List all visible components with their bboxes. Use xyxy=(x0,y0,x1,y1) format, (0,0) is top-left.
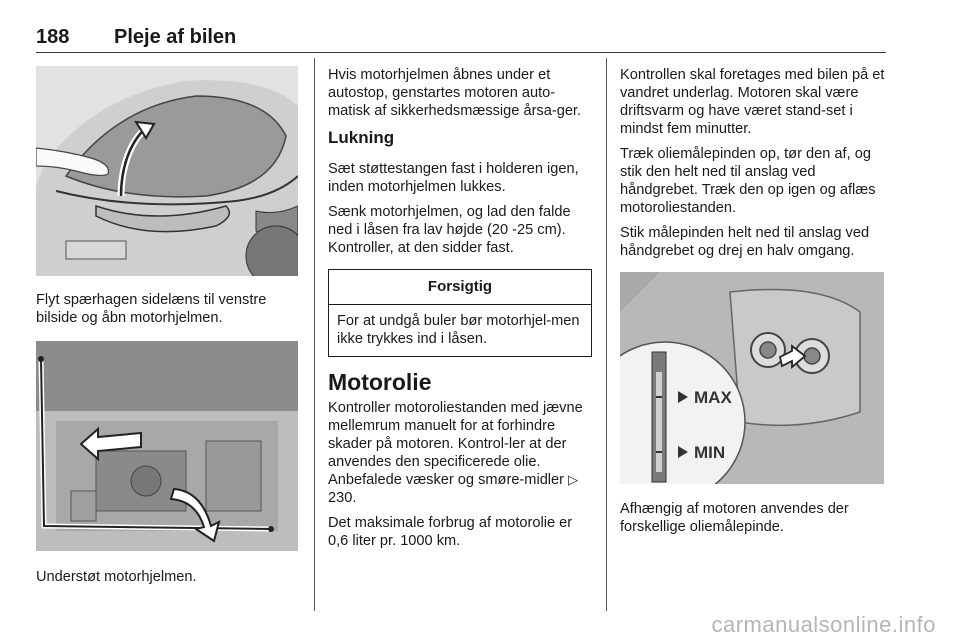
watermark: carmanualsonline.info xyxy=(711,612,936,637)
hood-support-figure xyxy=(36,341,298,551)
dipstick-pull-paragraph: Træk oliemålepinden op, tør den af, og stik den helt ned til anslag ved håndgrebet. Træk den op igen og aflæs motoroliestanden. xyxy=(620,146,876,216)
section-title: Pleje af bilen xyxy=(114,26,237,48)
page-reference: 230. xyxy=(328,490,357,506)
dipstick-caption: Afhængig af motoren anvendes der forskellige oliemålepinde. xyxy=(620,501,849,535)
engine-oil-text: Kontroller motoroliestanden med jævne mellemrum manuelt for at forhindre skader på motoren. Kontrol-ler at der anvendes den specificerede olie. Anbefalede væsker og smøre-midler xyxy=(328,400,583,488)
dipstick-min-label: MIN xyxy=(694,443,726,462)
page-header xyxy=(36,26,886,52)
dipstick-max-label: MAX xyxy=(694,388,732,407)
middle-column xyxy=(328,66,592,557)
closing-paragraph-1: Sæt støttestangen fast i holderen igen, inden motorhjelmen lukkes. xyxy=(328,161,579,195)
check-conditions-paragraph: Kontrollen skal foretages med bilen på et vandret underlag. Motoren skal være driftsvarm og have været stand-set i mindst fem minutter. xyxy=(620,67,885,137)
left-column xyxy=(36,66,298,593)
caption-open-hood: Flyt spærhagen sidelæns til venstre bilside og åbn motorhjelmen. xyxy=(36,292,267,326)
engine-oil-paragraph-1 xyxy=(328,399,592,507)
column-divider xyxy=(606,58,607,611)
caption-support-hood: Understøt motorhjelmen. xyxy=(36,569,197,585)
dipstick-insert-paragraph: Stik målepinden helt ned til anslag ved håndgrebet og drej en halv omgang. xyxy=(620,225,870,259)
dipstick-figure xyxy=(620,272,884,484)
header-rule xyxy=(36,52,886,53)
page-reference-arrow-icon: ▷ xyxy=(568,472,579,487)
hood-open-figure xyxy=(36,66,298,276)
page-number: 188 xyxy=(36,26,70,48)
caution-box xyxy=(328,269,592,357)
column-divider xyxy=(314,58,315,611)
engine-oil-heading: Motorolie xyxy=(328,369,432,395)
closing-paragraph-2: Sænk motorhjelmen, og lad den falde ned i låsen fra lav højde (20 -25 cm). Kontroller, at den sidder fast. xyxy=(328,204,571,256)
right-column xyxy=(620,66,886,543)
engine-oil-paragraph-2: Det maksimale forbrug af motorolie er 0,6 liter pr. 1000 km. xyxy=(328,515,573,549)
caution-title: Forsigtig xyxy=(329,270,591,305)
closing-heading: Lukning xyxy=(328,128,395,147)
autostop-paragraph: Hvis motorhjelmen åbnes under et autostop, genstartes motoren auto-matisk af sikkerhedsmæssige årsa-ger. xyxy=(328,67,582,119)
caution-text: For at undgå buler bør motorhjel-men ikke trykkes ind i låsen. xyxy=(337,313,580,347)
